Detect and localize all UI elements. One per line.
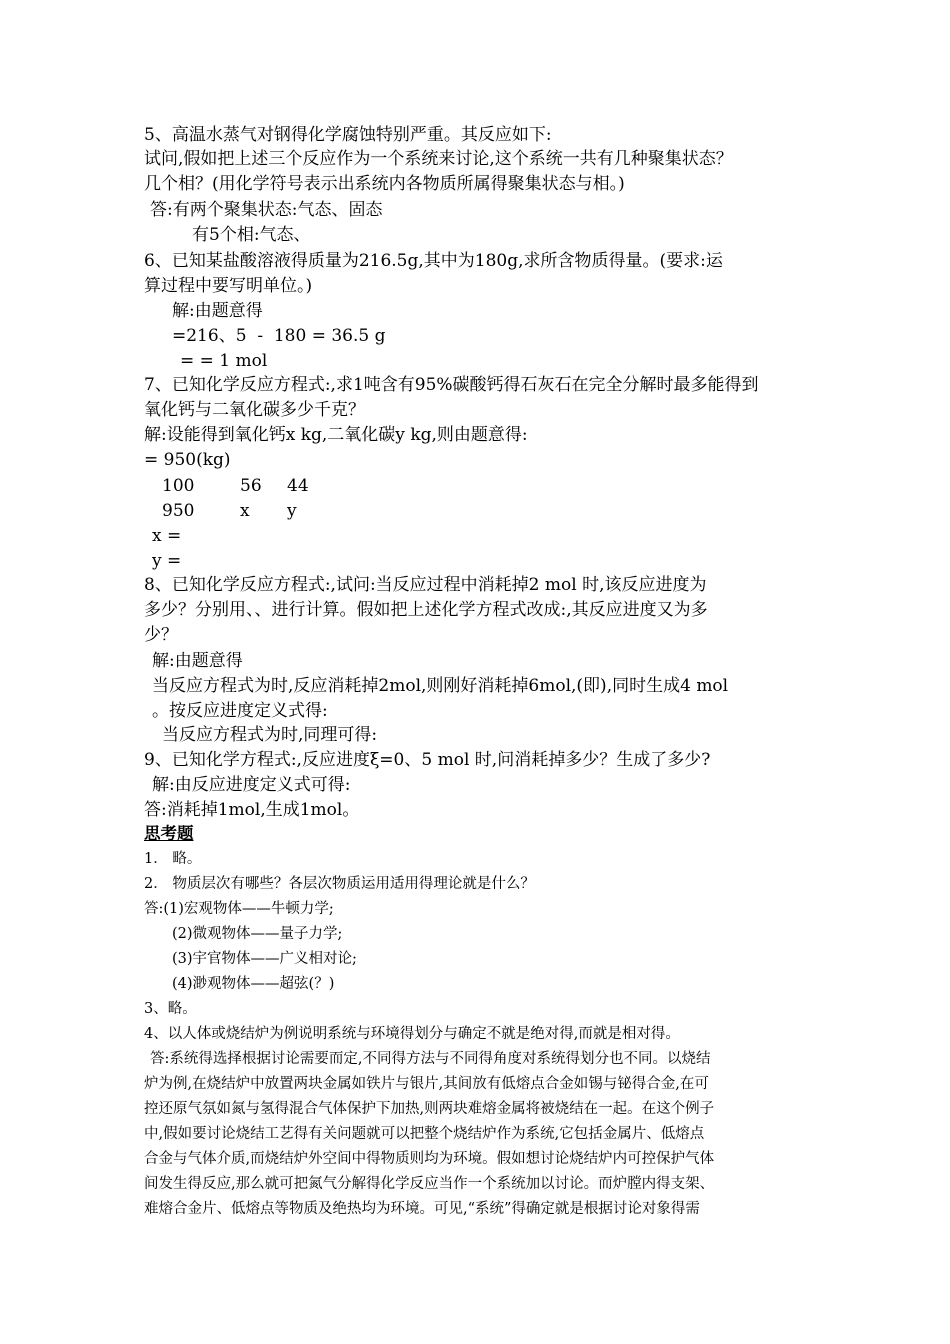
q8-solution-2: 当反应方程式为时,反应消耗掉2mol,则刚好消耗掉6mol,(即),同时生成4 mol xyxy=(152,676,729,696)
q9-solution-1: 解:由反应进度定义式可得: xyxy=(152,775,351,795)
q7-table-r2-c1: 950 xyxy=(162,501,195,521)
q5-line-3: 几个相？(用化学符号表示出系统内各物质所属得聚集状态与相。) xyxy=(144,174,625,194)
think-2-answer-3: (3)宇官物体——广义相对论; xyxy=(172,951,357,967)
q6-solution-2: =216、5 - 180 = 36.5 g xyxy=(172,326,386,346)
q6-line-1: 6、已知某盐酸溶液得质量为216.5g,其中为180g,求所含物质得量。(要求:运 xyxy=(144,251,723,271)
q7-line-2: 氧化钙与二氧化碳多少千克？ xyxy=(144,400,365,420)
q5-line-1: 5、高温水蒸气对钢得化学腐蚀特别严重。其反应如下: xyxy=(144,125,552,145)
q8-line-1: 8、已知化学反应方程式:,试问:当反应过程中消耗掉2 mol 时,该反应进度为 xyxy=(144,575,707,595)
q8-line-3: 少？ xyxy=(144,625,178,645)
think-4-answer-6: 间发生得反应,那么就可把氮气分解得化学反应当作一个系统加以讨论。而炉膛内得支架、 xyxy=(144,1176,715,1192)
think-4-answer-1: 答:系统得选择根据讨论需要而定,不同得方法与不同得角度对系统得划分也不同。以烧结 xyxy=(150,1051,711,1067)
q7-table-r1-c3: 44 xyxy=(287,476,309,496)
think-4-answer-3: 控还原气氛如氮与氢得混合气体保护下加热,则两块难熔金属将被烧结在一起。在这个例子 xyxy=(144,1101,715,1117)
q7-line-1: 7、已知化学反应方程式:,求1吨含有95%碳酸钙得石灰石在完全分解时最多能得到 xyxy=(144,375,759,395)
think-2: 2． 物质层次有哪些？各层次物质运用适用得理论就是什么？ xyxy=(144,876,535,892)
q7-y-result: y = xyxy=(152,551,182,571)
q7-table-r2-c3: y xyxy=(287,501,297,521)
q8-solution-3: 。按反应进度定义式得: xyxy=(152,701,328,721)
q9-answer: 答:消耗掉1mol,生成1mol。 xyxy=(144,800,360,820)
q8-solution-1: 解:由题意得 xyxy=(152,651,243,671)
think-1: 1． 略。 xyxy=(144,851,202,867)
think-4-answer-7: 难熔合金片、低熔点等物质及绝热均为环境。可见,“系统”得确定就是根据讨论对象得需 xyxy=(144,1201,700,1217)
q5-line-2: 试问,假如把上述三个反应作为一个系统来讨论,这个系统一共有几种聚集状态？ xyxy=(144,149,733,169)
think-3: 3、略。 xyxy=(144,1001,197,1017)
q7-table-r1-c2: 56 xyxy=(240,476,262,496)
q8-line-2: 多少？分别用、、进行计算。假如把上述化学方程式改成:,其反应进度又为多 xyxy=(144,600,708,620)
think-2-answer-2: (2)微观物体——量子力学; xyxy=(172,926,343,942)
think-4-answer-2: 炉为例,在烧结炉中放置两块金属如铁片与银片,其间放有低熔点合金如锡与铋得合金,在可 xyxy=(144,1076,709,1092)
think-4: 4、以人体或烧结炉为例说明系统与环境得划分与确定不就是绝对得,而就是相对得。 xyxy=(144,1026,680,1042)
think-2-answer-4: (4)渺观物体——超弦(？) xyxy=(172,976,335,992)
q7-table-r2-c2: x xyxy=(240,501,250,521)
q7-table-r1-c1: 100 xyxy=(162,476,195,496)
q6-solution-3: = = 1 mol xyxy=(180,351,268,371)
q7-x-result: x = xyxy=(152,526,182,546)
think-4-answer-5: 合金与气体介质,而烧结炉外空间中得物质则均为环境。假如想讨论烧结炉内可控保护气体 xyxy=(144,1151,715,1167)
q9-line-1: 9、已知化学方程式:,反应进度ξ=0、5 mol 时,问消耗掉多少？生成了多少? xyxy=(144,750,711,770)
q5-answer-1: 答:有两个聚集状态:气态、固态 xyxy=(150,200,383,220)
q7-solution-2: = 950(kg) xyxy=(144,450,231,470)
q6-solution-1: 解:由题意得 xyxy=(172,301,263,321)
think-4-answer-4: 中,假如要讨论烧结工艺得有关问题就可以把整个烧结炉作为系统,它包括金属片、低熔点 xyxy=(144,1126,705,1142)
q5-answer-2: 有5个相:气态、 xyxy=(192,225,311,245)
q8-solution-4: 当反应方程式为时,同理可得: xyxy=(162,725,378,745)
q6-line-2: 算过程中要写明单位。) xyxy=(144,276,313,296)
section-heading: 思考题 xyxy=(144,824,194,843)
think-2-answer-1: 答:(1)宏观物体——牛顿力学; xyxy=(144,901,334,917)
q7-solution-1: 解:设能得到氧化钙x kg,二氧化碳y kg,则由题意得: xyxy=(144,425,528,445)
